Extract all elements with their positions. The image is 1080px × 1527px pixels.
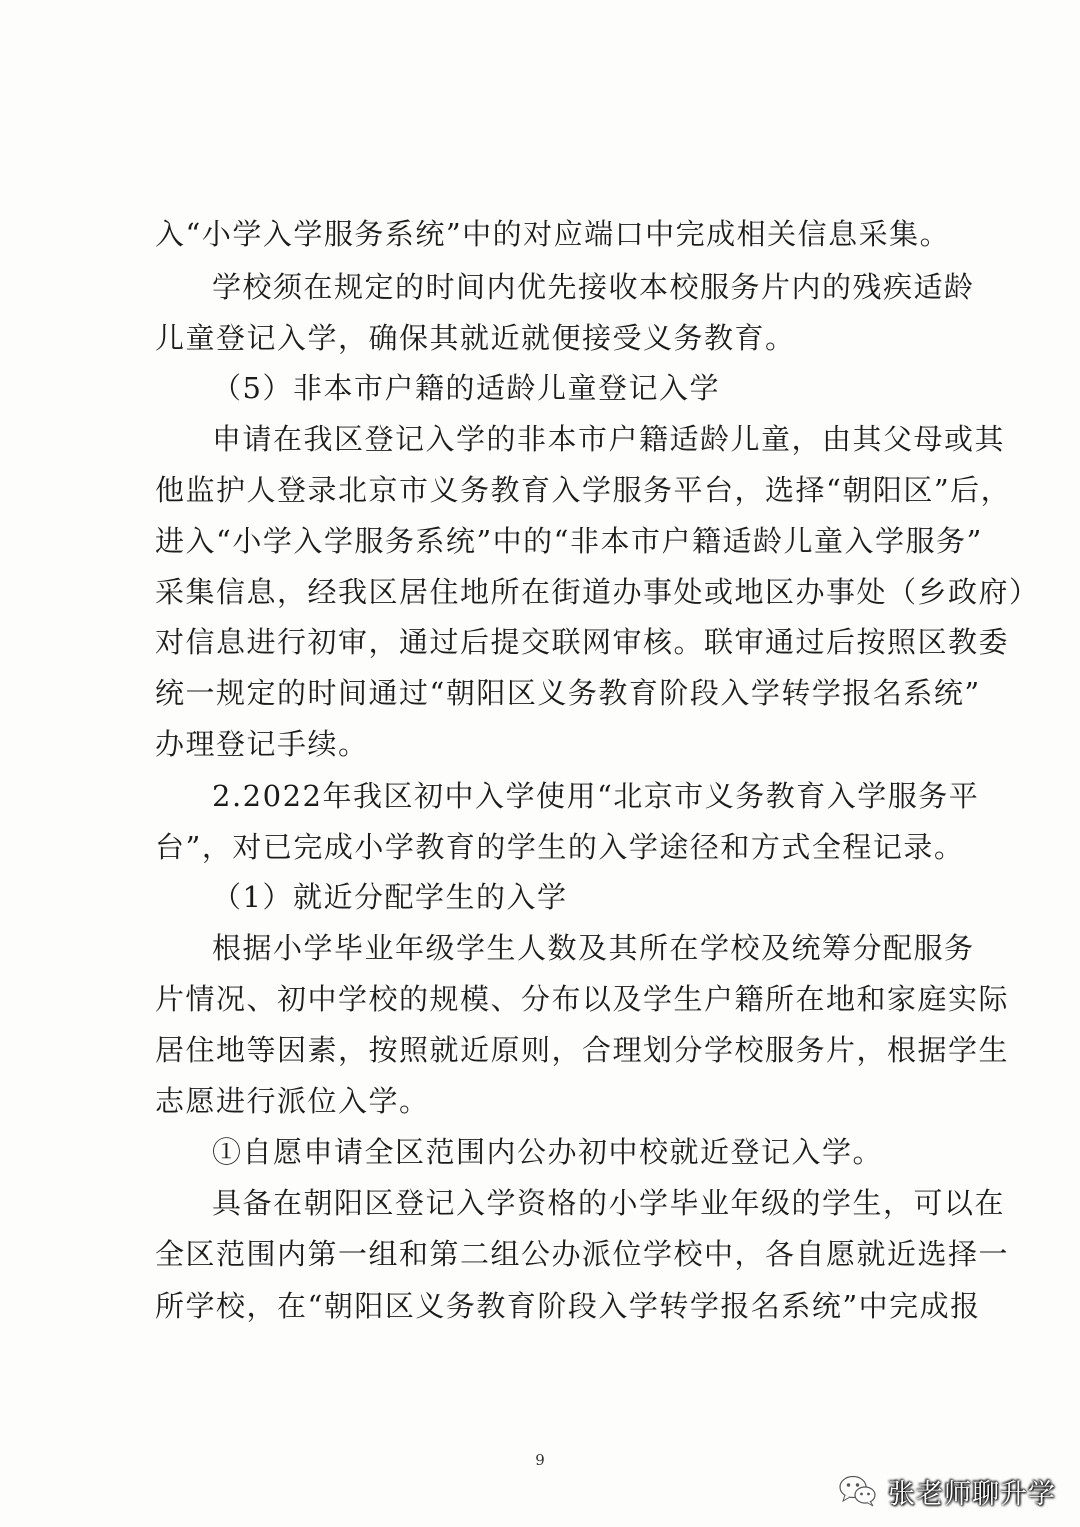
text-line-19: ①自愿申请全区范围内公办初中校就近登记入学。 — [212, 1135, 884, 1169]
text-line-15: 根据小学毕业年级学生人数及其所在学校及统筹分配服务 — [212, 931, 975, 965]
text-line-3: 儿童登记入学，确保其就近就便接受义务教育。 — [155, 321, 796, 355]
wechat-icon — [838, 1474, 878, 1508]
text-line-18: 志愿进行派位入学。 — [155, 1084, 430, 1118]
text-line-17: 居住地等因素，按照就近原则，合理划分学校服务片，根据学生 — [155, 1033, 1010, 1067]
text-line-21: 全区范围内第一组和第二组公办派位学校中，各自愿就近选择一 — [155, 1237, 1010, 1271]
text-line-12: 2.2022年我区初中入学使用“北京市义务教育入学服务平 — [212, 779, 980, 813]
page-number: 9 — [535, 1451, 545, 1469]
text-line-8: 采集信息，经我区居住地所在街道办事处或地区办事处（乡政府） — [155, 575, 1040, 609]
text-line-10: 统一规定的时间通过“朝阳区义务教育阶段入学转学报名系统” — [155, 676, 981, 710]
text-line-2: 学校须在规定的时间内优先接收本校服务片内的残疾适龄 — [212, 270, 975, 304]
section-heading-1: （1）就近分配学生的入学 — [212, 880, 568, 914]
text-line-16: 片情况、初中学校的规模、分布以及学生户籍所在地和家庭实际 — [155, 982, 1010, 1016]
text-line-9: 对信息进行初审，通过后提交联网审核。联审通过后按照区教委 — [155, 625, 1010, 659]
text-line-13: 台”，对已完成小学教育的学生的入学途径和方式全程记录。 — [155, 830, 965, 864]
watermark-text: 张老师聊升学 — [888, 1478, 1056, 1510]
text-line-1: 入“小学入学服务系统”中的对应端口中完成相关信息采集。 — [155, 217, 951, 251]
text-line-6: 他监护人登录北京市义务教育入学服务平台，选择“朝阳区”后， — [155, 473, 1012, 507]
text-line-20: 具备在朝阳区登记入学资格的小学毕业年级的学生，可以在 — [212, 1186, 1006, 1220]
section-heading-5: （5）非本市户籍的适龄儿童登记入学 — [212, 371, 720, 405]
text-line-5: 申请在我区登记入学的非本市户籍适龄儿童，由其父母或其 — [212, 422, 1006, 456]
watermark — [838, 1468, 1056, 1514]
text-line-11: 办理登记手续。 — [155, 727, 369, 761]
text-line-7: 进入“小学入学服务系统”中的“非本市户籍适龄儿童入学服务” — [155, 524, 983, 558]
text-line-22: 所学校，在“朝阳区义务教育阶段入学转学报名系统”中完成报 — [155, 1289, 981, 1323]
